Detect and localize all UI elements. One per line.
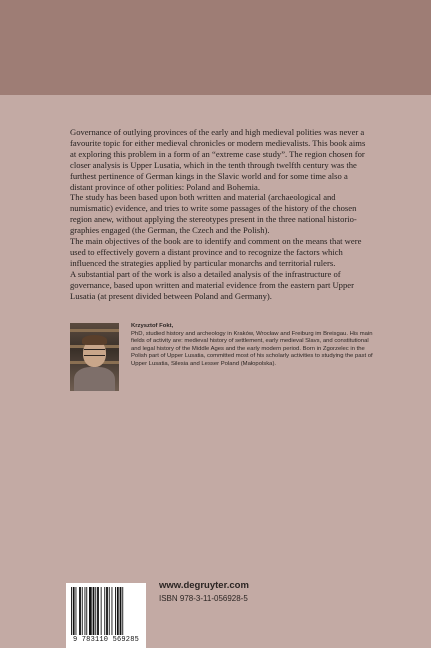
isbn-label: ISBN 978-3-11-056928-5 xyxy=(159,594,248,603)
barcode-bars xyxy=(71,587,141,635)
author-bio-block xyxy=(131,323,373,369)
author-bio: PhD, studied history and archeology in Kraków, Wrocław and Freiburg im Breisgau. His main fields of activity are: medieval history of settlement, early medieval Slavs, and constitutional and legal history of the Middle Ages and the early modern period. Born in Zgorzelec in the Polish part of Upper Lusatia, committed most of his scholarly activities to studying the past of Upper Lusatia, Silesia and Lesser Poland (Małopolska). xyxy=(131,330,373,367)
description-paragraph: The study has been based upon both written and material (archaeological and numismatic) evidence, and tries to write some passages of the history of the chosen region anew, without applying the stereotypes present in the three national historio-graphies engaged (the German, the Czech and the Polish). xyxy=(70,192,357,236)
description-paragraph: The main objectives of the book are to identify and comment on the means that were used to effectively govern a distant province and to recognize the factors which influenced the strategies applied by particular monarchs and territorial rulers. xyxy=(70,236,362,268)
author-name: Krzysztof Fokt, xyxy=(131,323,174,329)
cover-top-band xyxy=(0,0,431,95)
author-photo xyxy=(70,323,119,391)
barcode-number: 9 783110 569285 xyxy=(72,636,139,644)
publisher-block xyxy=(159,580,249,603)
book-description xyxy=(70,127,370,302)
isbn-barcode xyxy=(66,583,146,648)
publisher-url[interactable]: www.degruyter.com xyxy=(159,580,249,591)
description-paragraph: A substantial part of the work is also a detailed analysis of the infrastructure of governance, based upon written and material evidence from the eastern part Upper Lusatia (at present divided between Poland and Germany). xyxy=(70,268,354,301)
description-paragraph: Governance of outlying provinces of the early and high medieval polities was never a favourite topic for either medieval chronicles or modern medievalists. This book aims at exploring this problem in a form of an “extreme case study”. The region chosen for closer analysis is Upper Lusatia, which in the tenth through twelfth century was the furthest pertinence of German kings in the Slavic world and for some time also a distant province of other polities: Poland and Bohemia. xyxy=(70,127,366,192)
author-section xyxy=(70,323,373,395)
